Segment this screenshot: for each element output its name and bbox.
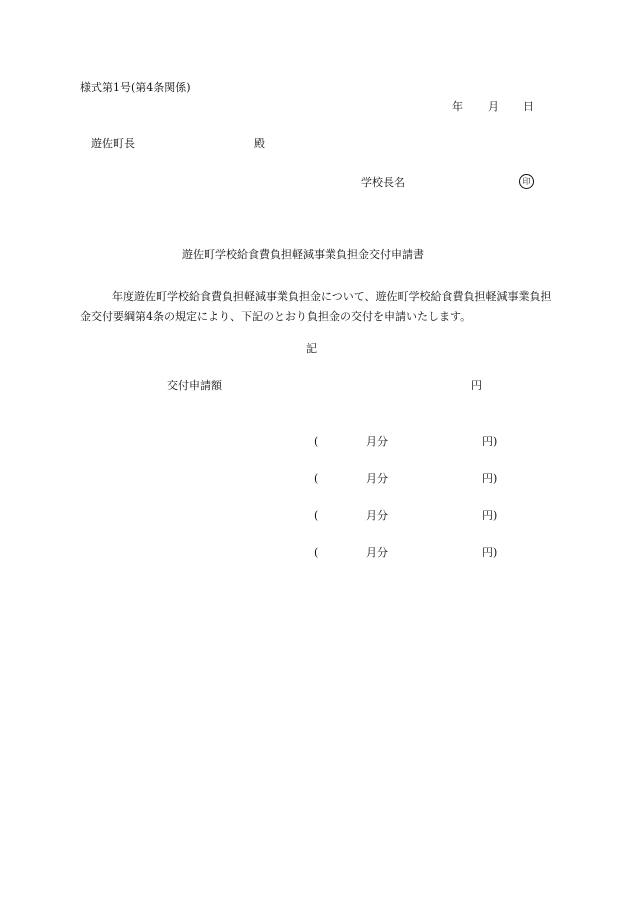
breakdown-yen-label: 円) — [482, 546, 498, 559]
form-number: 様式第1号(第4条関係) — [80, 81, 191, 94]
breakdown-open-paren: ( — [314, 435, 319, 448]
breakdown-row — [0, 510, 630, 524]
document-title: 遊佐町学校給食費負担軽減事業負担金交付申請書 — [182, 248, 424, 261]
date-month-label: 月 — [488, 100, 499, 113]
breakdown-month-label: 月分 — [366, 509, 388, 522]
addressee-name: 遊佐町長 — [91, 137, 135, 150]
breakdown-row — [0, 473, 630, 487]
breakdown-yen-label: 円) — [482, 472, 498, 485]
amount-label: 交付申請額 — [167, 379, 222, 392]
breakdown-month-label: 月分 — [366, 546, 388, 559]
ki-heading: 記 — [306, 342, 317, 355]
breakdown-row — [0, 547, 630, 561]
amount-unit: 円 — [471, 379, 482, 392]
seal-mark: 印 — [519, 174, 534, 189]
breakdown-open-paren: ( — [314, 509, 319, 522]
breakdown-row — [0, 436, 630, 450]
breakdown-month-label: 月分 — [366, 472, 388, 485]
breakdown-open-paren: ( — [314, 546, 319, 559]
breakdown-open-paren: ( — [314, 472, 319, 485]
date-day-label: 日 — [523, 100, 534, 113]
breakdown-month-label: 月分 — [366, 435, 388, 448]
body-paragraph: 年度遊佐町学校給食費負担軽減事業負担金について、遊佐町学校給食費負担軽減事業負担金交付要綱第4条の規定により、下記のとおり負担金の交付を申請いたします。 — [80, 290, 552, 323]
date-year-label: 年 — [452, 100, 463, 113]
addressee-honorific: 殿 — [254, 137, 265, 150]
breakdown-yen-label: 円) — [482, 435, 498, 448]
school-principal-label: 学校長名 — [361, 176, 405, 189]
breakdown-yen-label: 円) — [482, 509, 498, 522]
